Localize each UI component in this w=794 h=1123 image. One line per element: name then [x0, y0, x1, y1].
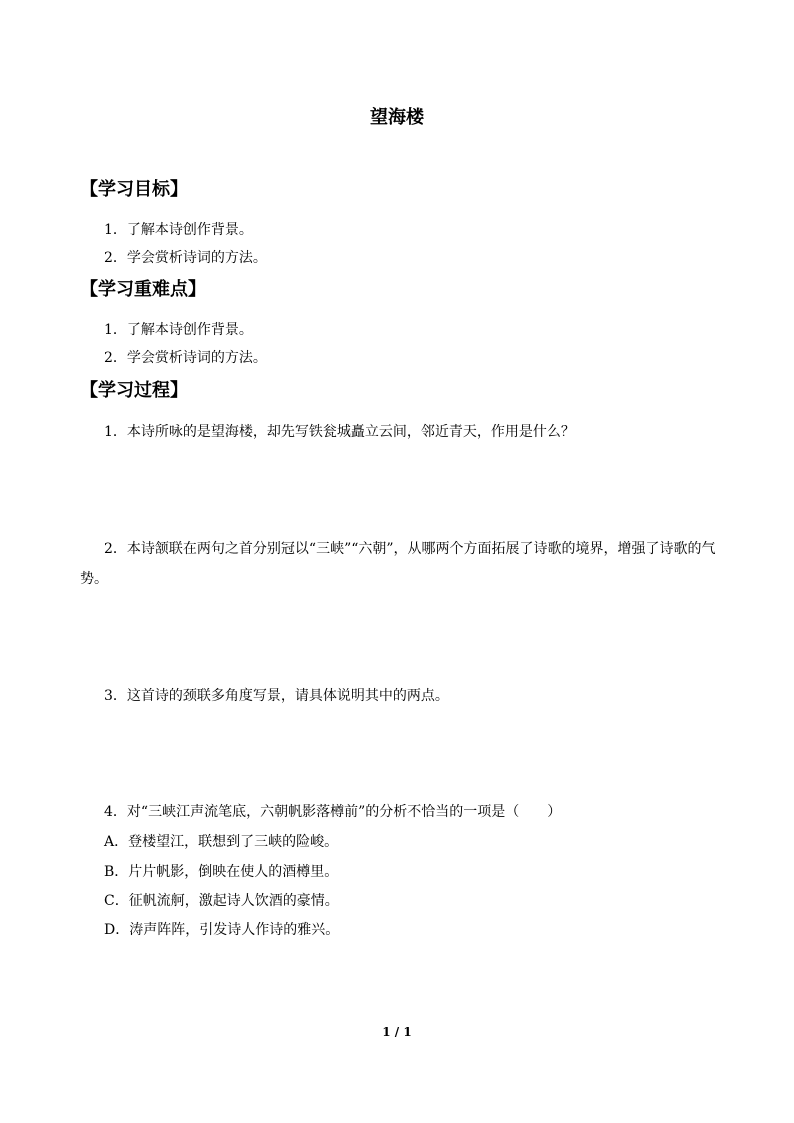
goal-item-2: 2．学会赏析诗词的方法。	[104, 250, 267, 266]
page-number: 1 / 1	[382, 1025, 412, 1039]
section-heading-learning-goals: 【学习目标】	[80, 179, 188, 200]
goal-item-1: 1．了解本诗创作背景。	[104, 222, 253, 238]
question-1: 1．本诗所咏的是望海楼，却先写铁瓮城矗立云间，邻近青天，作用是什么？	[104, 424, 575, 440]
option-c: C．征帆流舸，激起诗人饮酒的豪情。	[104, 893, 339, 909]
page-title: 望海楼	[370, 107, 424, 128]
key-point-item-2: 2．学会赏析诗词的方法。	[104, 350, 267, 366]
option-b: B．片片帆影，倒映在使人的酒樽里。	[104, 864, 339, 880]
section-heading-learning-process: 【学习过程】	[80, 380, 188, 401]
option-d: D．涛声阵阵，引发诗人作诗的雅兴。	[104, 922, 340, 938]
question-4: 4．对“三峡江声流笔底，六朝帆影落樽前”的分析不恰当的一项是（ ）	[104, 804, 562, 820]
question-3: 3．这首诗的颈联多角度写景，请具体说明其中的两点。	[104, 688, 449, 704]
key-point-item-1: 1．了解本诗创作背景。	[104, 322, 253, 338]
question-2: 2．本诗颔联在两句之首分别冠以“三峡”“六朝”，从哪两个方面拓展了诗歌的境界，增强了诗歌的气势。	[80, 541, 716, 587]
section-heading-key-points: 【学习重难点】	[80, 279, 206, 300]
option-a: A．登楼望江，联想到了三峡的险峻。	[104, 834, 339, 850]
